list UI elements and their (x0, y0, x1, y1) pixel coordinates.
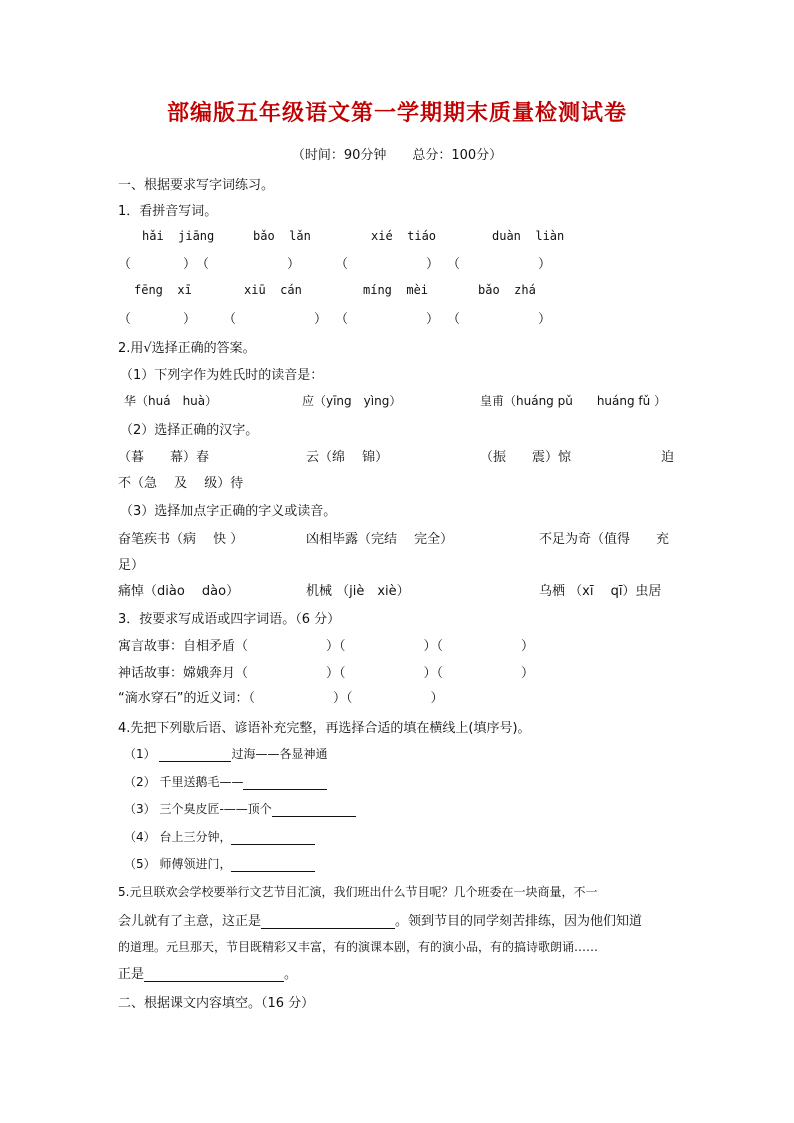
answer-box-8[interactable]: （ ） (447, 312, 552, 327)
answer-box-4[interactable]: （ ） (447, 257, 552, 272)
q4-item-5[interactable]: （5） 师傅领进门， (124, 855, 315, 872)
q3-line-synonym[interactable]: “滴水穿石”的近义词：（ ）（ ） (118, 691, 444, 706)
pinyin-8: bǎo zhá (478, 283, 536, 297)
answer-box-2[interactable]: （ ） (196, 257, 301, 272)
blank-1 (159, 748, 231, 762)
q2-3-option-c-cont: 足） (118, 558, 145, 573)
q2-3-option-f[interactable]: 乌栖 （xī qī）虫居 (539, 584, 662, 599)
q3-line-myth[interactable]: 神话故事：嫦娥奔月（ ）（ ）（ ） (118, 666, 535, 681)
exam-info: （时间：90分钟 总分：100分） (291, 148, 503, 163)
q2-part3: （3）选择加点字正确的字义或读音。 (120, 504, 337, 519)
pinyin-3: xié tiáo (371, 229, 437, 243)
q4-label: 4.先把下列歇后语、谚语补充完整，再选择合适的填在横线上(填序号)。 (118, 721, 531, 736)
blank-3 (272, 803, 356, 817)
q2-3-option-e[interactable]: 机械 （jiè xiè） (306, 584, 410, 599)
q2-2-option-b[interactable]: 云（绵 锦） (306, 450, 389, 465)
blank-4 (231, 831, 315, 845)
q2-3-option-a[interactable]: 奋笔疾书（病 快 ） (118, 532, 244, 547)
blank-2 (243, 776, 327, 790)
q5-line-4[interactable]: 正是 。 (118, 967, 298, 982)
q2-1-option-a[interactable]: 华（huá huà） (124, 394, 218, 408)
blank-7 (144, 968, 284, 982)
q2-3-option-d[interactable]: 痛悼（diào dào） (118, 584, 240, 599)
pinyin-2: bǎo lǎn (253, 229, 311, 243)
pinyin-5: fēng xī (134, 283, 192, 297)
pinyin-1: hǎi jiāng (142, 229, 215, 243)
answer-box-6[interactable]: （ ） (223, 312, 328, 327)
q2-2-option-c[interactable]: （振 震）惊 (480, 450, 572, 465)
q4-item-2[interactable]: （2） 千里送鹅毛—— (124, 773, 327, 790)
answer-box-7[interactable]: （ ） (335, 312, 440, 327)
q1-label: 1．看拼音写词。 (118, 204, 218, 219)
answer-box-1[interactable]: （ ） (118, 257, 197, 272)
q2-1-option-b[interactable]: 应（yīng yìng） (302, 394, 402, 408)
q3-label: 3．按要求写成语或四字词语。（6 分） (118, 612, 341, 627)
q2-2-option-a[interactable]: （暮 幕）春 (118, 450, 210, 465)
blank-5 (231, 858, 315, 872)
q5-line-2[interactable]: 会儿就有了主意，这正是 。领到节目的同学刻苦排练，因为他们知道 (118, 914, 643, 929)
page-title: 部编版五年级语文第一学期期末质量检测试卷 (166, 100, 627, 126)
q2-part1: （1）下列字作为姓氏时的读音是： (120, 368, 324, 383)
q5-line-1: 5.元旦联欢会学校要举行文艺节目汇演，我们班出什么节目呢？几个班委在一块商量，不一 (118, 885, 598, 899)
q4-item-1[interactable]: （1） 过海——各显神通 (124, 747, 328, 761)
q2-label: 2.用√选择正确的答案。 (118, 341, 256, 356)
pinyin-7: míng mèi (363, 283, 429, 297)
pinyin-4: duàn liàn (492, 229, 565, 243)
q2-3-option-b[interactable]: 凶相毕露（完结 完全） (306, 532, 454, 547)
pinyin-6: xiū cán (244, 283, 302, 297)
q4-item-4[interactable]: （4） 台上三分钟， (124, 828, 315, 845)
q5-line-3: 的道理。元旦那天，节目既精彩又丰富，有的演课本剧，有的演小品，有的搞诗歌朗诵…… (118, 940, 599, 954)
blank-6 (261, 915, 395, 929)
q2-part2: （2）选择正确的汉字。 (120, 423, 259, 438)
q2-2-option-d[interactable]: 迫 (661, 450, 675, 465)
q3-line-fable[interactable]: 寓言故事：自相矛盾（ ）（ ）（ ） (118, 639, 535, 654)
q4-item-3[interactable]: （3） 三个臭皮匠-——顶个 (124, 800, 356, 817)
section-2-heading: 二、根据课文内容填空。（16 分） (118, 996, 315, 1011)
answer-box-5[interactable]: （ ） (118, 312, 197, 327)
section-1-heading: 一、根据要求写字词练习。 (118, 178, 275, 193)
q2-1-option-c[interactable]: 皇甫（huáng pǔ huáng fǔ ） (480, 394, 667, 408)
answer-box-3[interactable]: （ ） (335, 257, 440, 272)
q2-3-option-c[interactable]: 不足为奇（值得 充 (539, 532, 670, 547)
q2-2-option-d-cont[interactable]: 不（急 及 级）待 (118, 476, 244, 491)
